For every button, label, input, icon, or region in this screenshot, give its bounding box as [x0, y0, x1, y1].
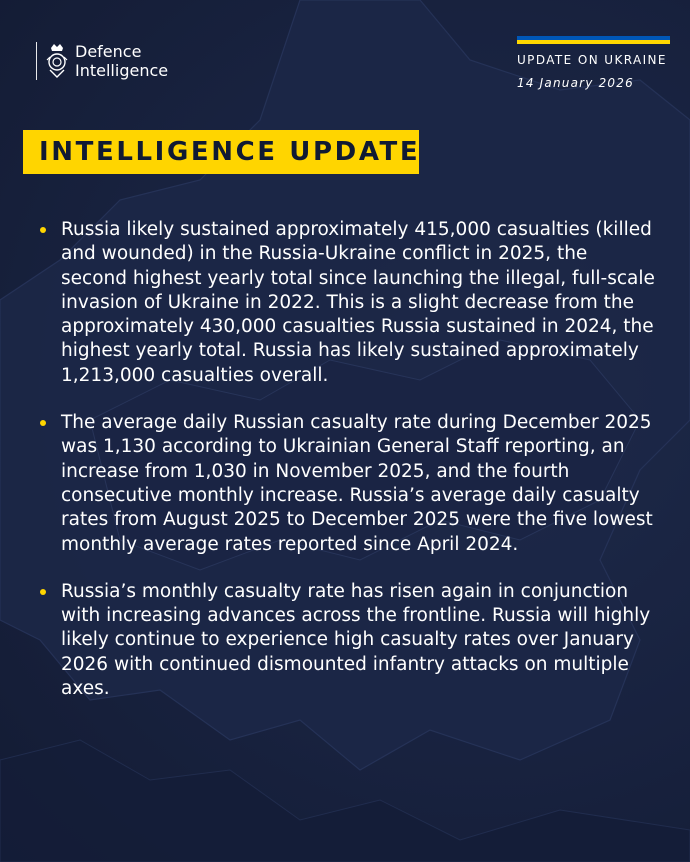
org-line-1: Defence	[75, 42, 142, 61]
org-line-2: Intelligence	[75, 61, 169, 80]
bullet-dot-icon	[40, 420, 46, 426]
logo-wordmark	[75, 42, 168, 80]
bullet-text: The average daily Russian casualty rate during December 2025 was 1,130 according to Ukrainian General Staff reporting, an increase from 1,030 in November 2025, and the fourth consecutive monthly increase. Russia’s average daily casualty rates from August 2025 to December 2025 were the five lowest monthly average rates reported since April 2024.	[61, 412, 653, 555]
royal-crest-icon	[45, 42, 69, 80]
ukraine-flag-bar	[517, 36, 670, 44]
bullet-text: Russia likely sustained approximately 415,000 casualties (killed and wounded) in the Russia-Ukraine conflict in 2025, the second highest yearly total since launching the illegal, full-scale invasion of Ukraine in 2022. This is a slight decrease from the approximately 430,000 casualties Russia sustained in 2024, the highest yearly total. Russia has likely sustained approximately 1,213,000 casualties overall.	[61, 219, 655, 386]
bullet-list	[40, 218, 655, 724]
bullet-item	[40, 411, 655, 557]
bullet-dot-icon	[40, 227, 46, 233]
update-date: 14 January 2026	[517, 76, 634, 90]
bullet-dot-icon	[40, 589, 46, 595]
bullet-item	[40, 580, 655, 701]
flag-yellow-stripe	[517, 40, 670, 44]
logo-divider	[36, 42, 37, 80]
defence-intelligence-logo	[36, 40, 168, 82]
update-label: UPDATE ON UKRAINE	[517, 53, 667, 67]
intelligence-update-banner: INTELLIGENCE UPDATE	[23, 130, 419, 174]
bullet-text: Russia’s monthly casualty rate has risen again in conjunction with increasing advances across the frontline. Russia will highly likely continue to experience high casualty rates over January 2026 with continued dismounted infantry attacks on multiple axes.	[61, 580, 651, 700]
bullet-item	[40, 218, 655, 388]
